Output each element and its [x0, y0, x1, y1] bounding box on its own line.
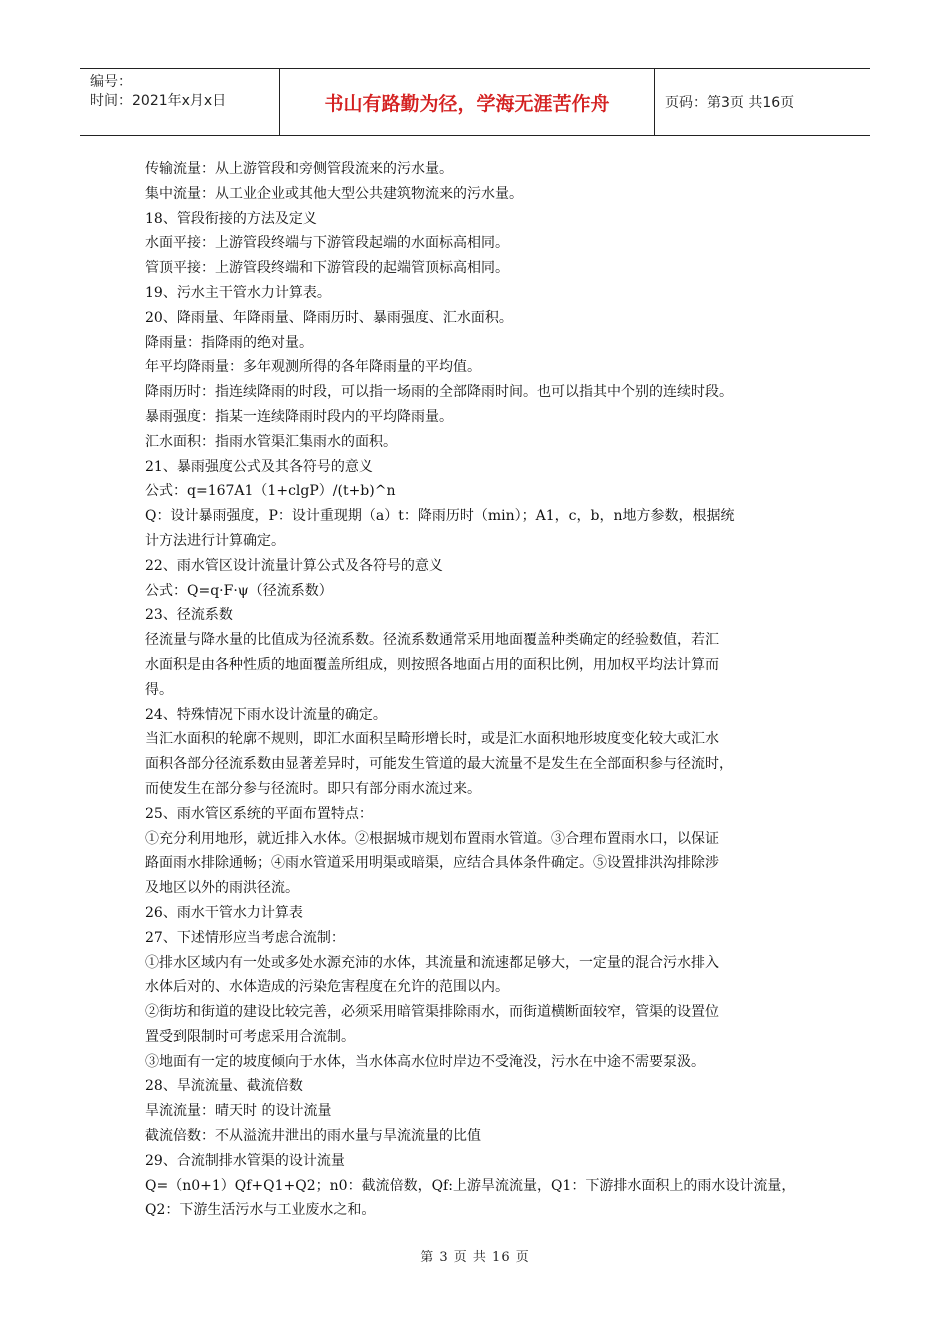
body-line: 22、雨水管区设计流量计算公式及各符号的意义	[145, 557, 443, 574]
body-line: ①排水区域内有一处或多处水源充沛的水体，其流量和流速都足够大，一定量的混合污水排入	[145, 954, 719, 971]
body-line: 公式：q=167A1（1+clgP）/(t+b)^n	[145, 483, 396, 500]
body-line: Q=（n0+1）Qf+Q1+Q2；n0：截流倍数，Qf:上游旱流流量，Q1：下游排水面积上的雨水设计流量，	[145, 1177, 796, 1194]
body-line: ①充分利用地形，就近排入水体。②根据城市规划布置雨水管道。③合理布置雨水口，以保证	[145, 830, 719, 847]
header-page-info: 页码：第3页 共16页	[665, 95, 795, 111]
body-line: 而使发生在部分参与径流时。即只有部分雨水流过来。	[145, 780, 481, 797]
body-line: ③地面有一定的坡度倾向于水体，当水体高水位时岸边不受淹没，污水在中途不需要泵汲。	[145, 1053, 705, 1070]
body-line: 汇水面积：指雨水管渠汇集雨水的面积。	[145, 433, 397, 450]
body-line: Q：设计暴雨强度，P：设计重现期（a）t：降雨历时（min）；A1，c，b，n地方参数，根据统	[145, 508, 735, 525]
header-motto: 书山有路勤为径，学海无涯苦作舟	[280, 69, 655, 135]
body-line: 当汇水面积的轮廓不规则，即汇水面积呈畸形增长时，或是汇水面积地形坡度变化较大或汇水	[145, 731, 719, 748]
body-line: 置受到限制时可考虑采用合流制。	[145, 1028, 355, 1045]
body-line: ②街坊和街道的建设比较完善，必须采用暗管渠排除雨水，而街道横断面较窄，管渠的设置位	[145, 1004, 719, 1021]
body-line: 旱流流量：晴天时 的设计流量	[145, 1103, 332, 1120]
body-line: 26、雨水干管水力计算表	[145, 904, 303, 921]
body-line: 径流量与降水量的比值成为径流系数。径流系数通常采用地面覆盖种类确定的经验数值，若汇	[145, 632, 719, 649]
body-line: 截流倍数：不从溢流井泄出的雨水量与旱流流量的比值	[145, 1128, 481, 1145]
body-line: 18、管段衔接的方法及定义	[145, 210, 317, 227]
body-line: 水面平接：上游管段终端与下游管段起端的水面标高相同。	[145, 235, 509, 252]
body-line: 水体后对的、水体造成的污染危害程度在允许的范围以内。	[145, 979, 509, 996]
document-date-label: 时间：2021年x月x日	[90, 93, 227, 109]
body-line: 面积各部分径流系数由显著差异时，可能发生管道的最大流量不是发生在全部面积参与径流时，	[145, 756, 733, 773]
body-line: 管顶平接：上游管段终端和下游管段的起端管顶标高相同。	[145, 260, 509, 277]
page-header	[80, 68, 870, 136]
body-line: 计方法进行计算确定。	[145, 532, 285, 549]
document-number-label: 编号：	[90, 74, 132, 90]
body-line: 路面雨水排除通畅；④雨水管道采用明渠或暗渠，应结合具体条件确定。⑤设置排洪沟排除涉	[145, 855, 719, 872]
body-line: 28、旱流流量、截流倍数	[145, 1078, 303, 1095]
body-line: 传输流量：从上游管段和旁侧管段流来的污水量。	[145, 161, 453, 177]
page-footer: 第 3 页 共 16 页	[420, 1250, 530, 1265]
body-line: 19、污水主干管水力计算表。	[145, 284, 331, 301]
body-line: 27、下述情形应当考虑合流制：	[145, 929, 345, 946]
body-line: 暴雨强度：指某一连续降雨时段内的平均降雨量。	[145, 408, 453, 425]
document-body	[145, 157, 810, 1223]
body-line: 21、暴雨强度公式及其各符号的意义	[145, 458, 373, 475]
body-line: 公式：Q=q·F·ψ（径流系数）	[145, 582, 333, 599]
body-line: 降雨量：指降雨的绝对量。	[145, 334, 313, 351]
body-line: 20、降雨量、年降雨量、降雨历时、暴雨强度、汇水面积。	[145, 309, 513, 326]
body-line: 24、特殊情况下雨水设计流量的确定。	[145, 706, 387, 723]
body-line: 年平均降雨量：多年观测所得的各年降雨量的平均值。	[145, 359, 481, 376]
body-line: 水面积是由各种性质的地面覆盖所组成，则按照各地面占用的面积比例，用加权平均法计算而	[145, 656, 719, 673]
body-line: 29、合流制排水管渠的设计流量	[145, 1152, 345, 1169]
body-line: 降雨历时：指连续降雨的时段，可以指一场雨的全部降雨时间。也可以指其中个别的连续时段。	[145, 384, 733, 401]
body-line: 25、雨水管区系统的平面布置特点：	[145, 805, 373, 822]
body-line: 23、径流系数	[145, 607, 233, 624]
body-line: 得。	[145, 681, 173, 698]
body-line: Q2：下游生活污水与工业废水之和。	[145, 1202, 376, 1219]
body-line: 及地区以外的雨洪径流。	[145, 880, 299, 897]
header-meta	[80, 69, 280, 135]
body-line: 集中流量：从工业企业或其他大型公共建筑物流来的污水量。	[145, 185, 523, 202]
